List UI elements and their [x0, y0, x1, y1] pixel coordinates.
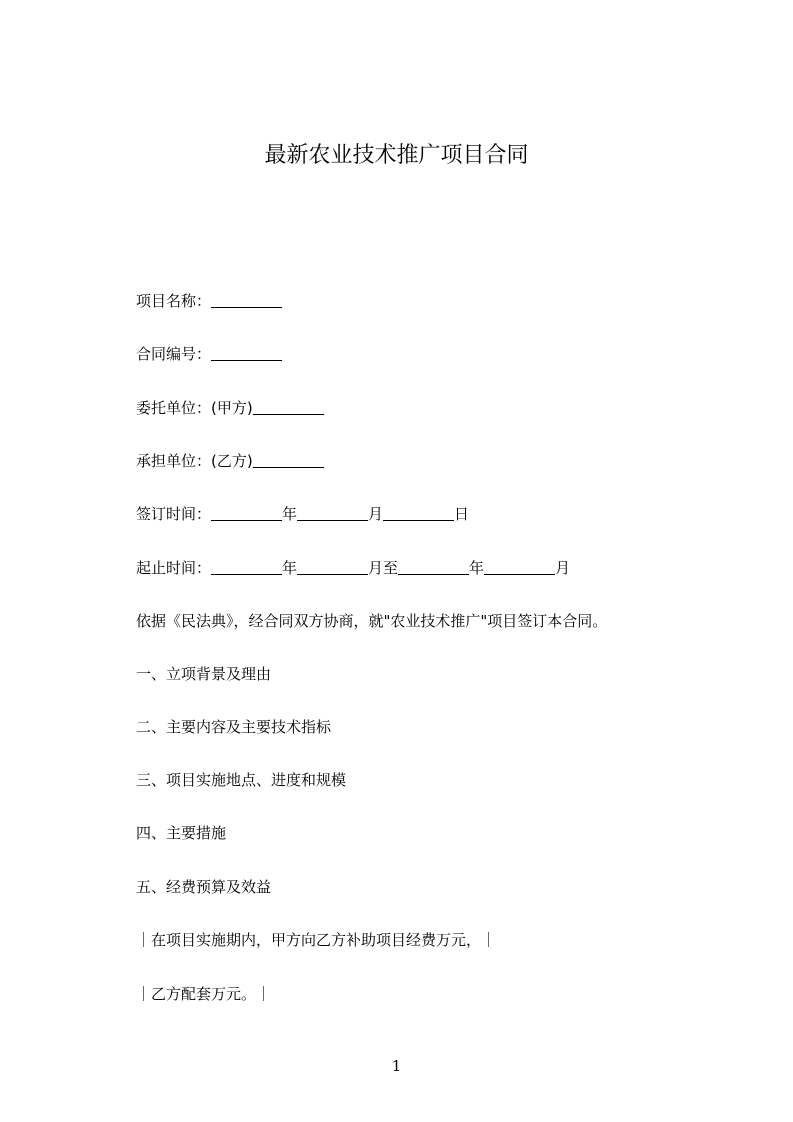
section-heading: 四、主要措施	[136, 824, 227, 842]
budget-line: ｜在项目实施期内，甲方向乙方补助项目经费万元，｜	[136, 931, 497, 949]
end-month-unit: 月	[555, 559, 571, 577]
contractor-blank	[253, 452, 324, 468]
start-year-unit: 年	[282, 559, 298, 577]
contractor-label: 承担单位：(乙方)	[136, 452, 253, 470]
period-label: 起止时间：	[136, 559, 212, 577]
project-name-blank	[211, 292, 282, 308]
contractor-line	[136, 451, 324, 471]
start-month-to: 月至	[368, 559, 399, 577]
start-month-blank	[297, 559, 368, 575]
start-year-blank	[211, 559, 282, 575]
section-heading: 二、主要内容及主要技术指标	[136, 718, 332, 736]
sign-year-unit: 年	[282, 505, 298, 523]
project-name-label: 项目名称：	[136, 292, 212, 310]
budget-line: ｜乙方配套万元。｜	[136, 985, 272, 1003]
sign-time-line	[136, 504, 469, 524]
document-title: 最新农业技术推广项目合同	[264, 143, 529, 168]
end-year-unit: 年	[469, 559, 485, 577]
end-month-blank	[484, 559, 555, 575]
section-heading: 五、经费预算及效益	[136, 878, 272, 896]
client-blank	[253, 399, 324, 415]
sign-day-blank	[383, 505, 454, 521]
sign-month-blank	[297, 505, 368, 521]
client-label: 委托单位：(甲方)	[136, 399, 253, 417]
end-year-blank	[398, 559, 469, 575]
project-name-line	[136, 291, 282, 311]
preamble-paragraph: 依据《民法典》，经合同双方协商，就"农业技术推广"项目签订本合同。	[136, 612, 608, 630]
sign-time-label: 签订时间：	[136, 505, 212, 523]
sign-month-unit: 月	[368, 505, 384, 523]
section-heading: 三、项目实施地点、进度和规模	[136, 771, 347, 789]
client-line	[136, 398, 324, 418]
section-heading: 一、立项背景及理由	[136, 665, 272, 683]
sign-year-blank	[211, 505, 282, 521]
contract-no-label: 合同编号：	[136, 345, 212, 363]
contract-no-line	[136, 344, 282, 364]
page-number: 1	[391, 1057, 402, 1075]
contract-no-blank	[211, 345, 282, 361]
sign-day-unit: 日	[454, 505, 470, 523]
period-line	[136, 558, 570, 578]
